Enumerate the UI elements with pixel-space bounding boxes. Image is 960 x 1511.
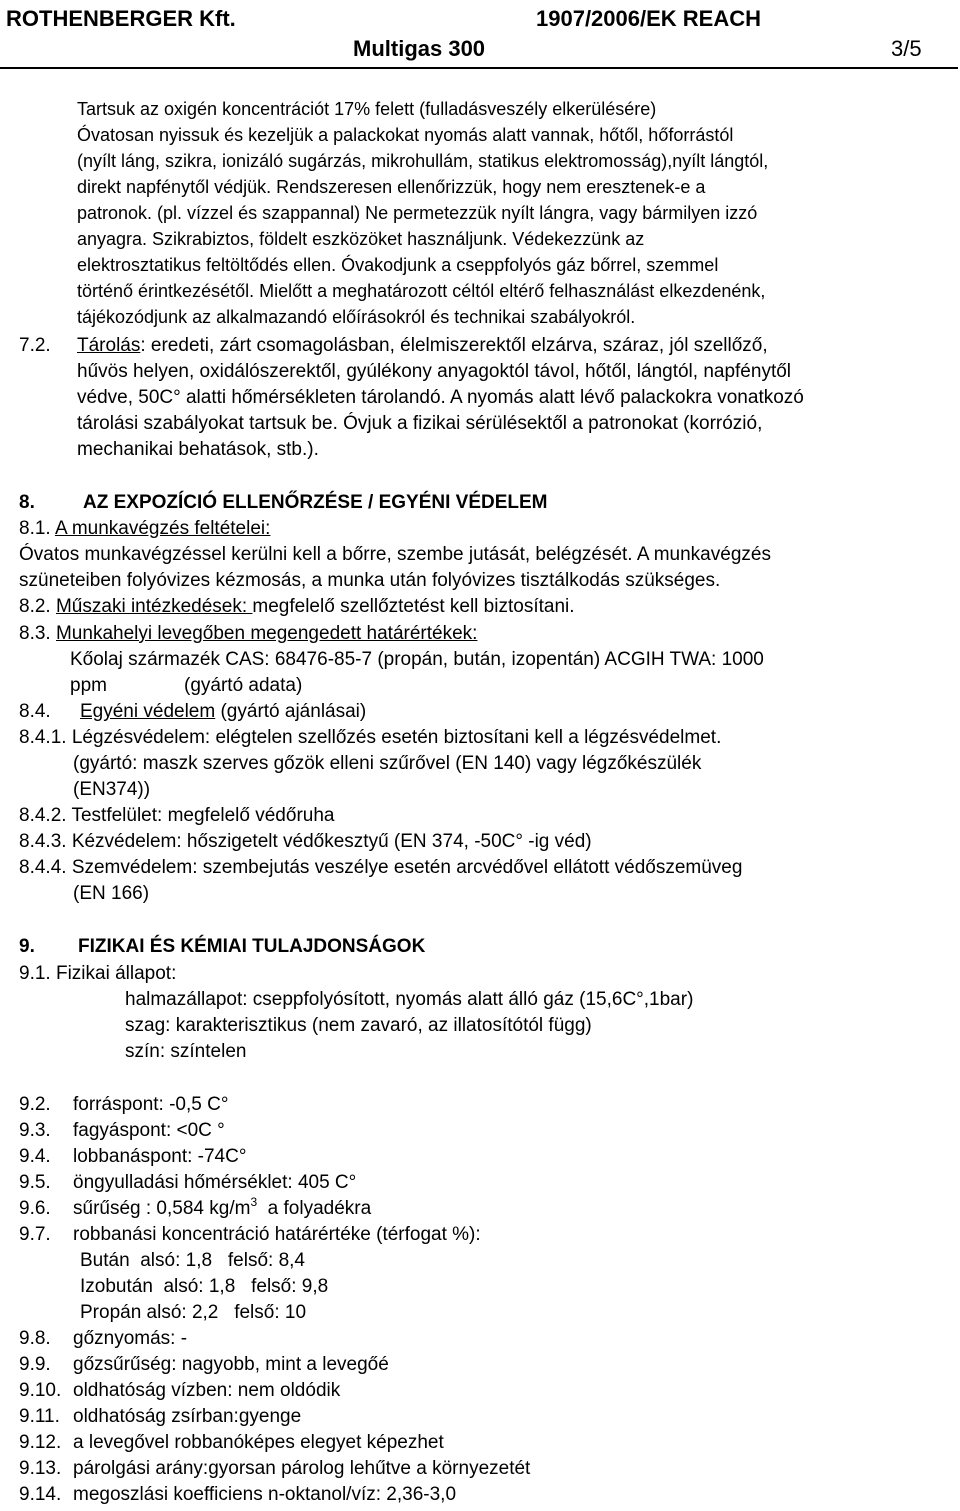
explosion-limits: robbanási koncentráció határértéke (térfogat %): bbox=[73, 1224, 481, 1245]
sec9-1-color: szín: színtelen bbox=[125, 1041, 247, 1062]
sec8-4-2-line: 8.4.2. Testfelület: megfelelő védőruha bbox=[19, 805, 335, 826]
sec9-1-state: halmazállapot: cseppfolyósított, nyomás alatt álló gáz (15,6C°,1bar) bbox=[125, 989, 694, 1010]
propane-limits: Propán alsó: 2,2 felső: 10 bbox=[80, 1302, 307, 1323]
density-note: a folyadékra bbox=[257, 1198, 372, 1219]
sec9-1-odor: szag: karakterisztikus (nem zavaró, az illatosítótól függ) bbox=[125, 1015, 592, 1036]
sec7-1-line: Óvatosan nyissuk és kezeljük a palackokat nyomás alatt vannak, hőtől, hőforrástól bbox=[77, 125, 734, 145]
section-8-number: 8. bbox=[19, 492, 35, 513]
sec7-2-line: mechanikai behatások, stb.). bbox=[77, 439, 319, 460]
sec9-8-number: 9.8. bbox=[19, 1328, 51, 1349]
page-number: 3/5 bbox=[891, 36, 922, 61]
density-value: sűrűség : 0,584 kg/m bbox=[73, 1198, 251, 1219]
sec9-6-number: 9.6. bbox=[19, 1198, 51, 1219]
sec8-4-1-text: (EN374)) bbox=[73, 779, 151, 800]
sec7-2-line bbox=[77, 333, 768, 359]
sec8-3-source: (gyártó adata) bbox=[184, 675, 303, 696]
sec9-7-number: 9.7. bbox=[19, 1224, 51, 1245]
sec9-12-number: 9.12. bbox=[19, 1432, 62, 1453]
sec8-3-line bbox=[19, 621, 477, 647]
sec9-9-number: 9.9. bbox=[19, 1354, 51, 1375]
sec9-2-number: 9.2. bbox=[19, 1094, 51, 1115]
sec8-4-number: 8.4. bbox=[19, 701, 51, 722]
sec8-4-label: Egyéni védelem bbox=[80, 701, 216, 722]
sec8-3-number: 8.3. bbox=[19, 623, 51, 644]
company-name: ROTHENBERGER Kft. bbox=[6, 6, 236, 31]
sec8-2-line bbox=[19, 594, 575, 620]
sec8-4-1-line: 8.4.1. Légzésvédelem: elégtelen szellőzés esetén biztosítani kell a légzésvédelmet. bbox=[19, 727, 722, 748]
sec9-3-number: 9.3. bbox=[19, 1120, 51, 1141]
isobutane-limits: Izobután alsó: 1,8 felső: 9,8 bbox=[80, 1276, 329, 1297]
butane-limits: Bután alsó: 1,8 felső: 8,4 bbox=[80, 1250, 305, 1271]
sec8-1-line bbox=[19, 516, 270, 542]
sec9-11-number: 9.11. bbox=[19, 1406, 60, 1427]
section-8-title: AZ EXPOZÍCIÓ ELLENŐRZÉSE / EGYÉNI VÉDELEM bbox=[83, 492, 548, 513]
sec8-4-text: (gyártó ajánlásai) bbox=[215, 701, 367, 722]
evaporation-rate: párolgási arány:gyorsan párolog lehűtve a környezetét bbox=[73, 1458, 531, 1479]
sec9-5-number: 9.5. bbox=[19, 1172, 51, 1193]
sec7-1-line: elektrosztatikus feltöltődés ellen. Óvakodjunk a cseppfolyós gáz bőrrel, szemmel bbox=[77, 255, 719, 275]
section-9-title: FIZIKAI ÉS KÉMIAI TULAJDONSÁGOK bbox=[78, 936, 426, 957]
density bbox=[73, 1196, 371, 1222]
sec9-10-number: 9.10. bbox=[19, 1380, 62, 1401]
page-header bbox=[0, 0, 958, 69]
sec8-1-text: szüneteiben folyóvizes kézmosás, a munka után folyóvizes tisztálkodás szükséges. bbox=[19, 570, 721, 591]
autoignition-temperature: öngyulladási hőmérséklet: 405 C° bbox=[73, 1172, 357, 1193]
sec7-2-line: védve, 50C° alatti hőmérsékleten tárolandó. A nyomás alatt lévő palackokra vonatkozó bbox=[77, 387, 804, 408]
sec8-1-label: A munkavégzés feltételei: bbox=[54, 518, 271, 539]
sec8-4-1-text: (gyártó: maszk szerves gőzök elleni szűrővel (EN 140) vagy légzőkészülék bbox=[73, 753, 702, 774]
sec8-4-line bbox=[80, 699, 366, 725]
product-name: Multigas 300 bbox=[353, 36, 486, 61]
water-solubility: oldhatóság vízben: nem oldódik bbox=[73, 1380, 341, 1401]
sec7-1-line: patronok. (pl. vízzel és szappannal) Ne permetezzük nyílt lángra, vagy bármilyen izzó bbox=[77, 203, 758, 223]
sec8-1-text: Óvatos munkavégzéssel kerülni kell a bőrre, szembe jutását, belégzését. A munkavégzés bbox=[19, 544, 771, 565]
sec7-1-line: történő érintkezésétől. Mielőtt a meghatározott céltól eltérő felhasználást elkezdenénk, bbox=[77, 281, 766, 301]
freezing-point: fagyáspont: <0C ° bbox=[73, 1120, 225, 1141]
fat-solubility: oldhatóság zsírban:gyenge bbox=[73, 1406, 302, 1427]
sec7-1-line: anyagra. Szikrabiztos, földelt eszközöket használjunk. Védekezzünk az bbox=[77, 229, 645, 249]
sec9-14-number: 9.14. bbox=[19, 1484, 62, 1505]
sec7-2-line: hűvös helyen, oxidálószerektől, gyúlékony anyagoktól távol, hőtől, lángtól, napfénytől bbox=[77, 361, 792, 382]
vapor-pressure: gőznyomás: - bbox=[73, 1328, 188, 1349]
sec8-2-label: Műszaki intézkedések: bbox=[55, 596, 253, 617]
explosive-mixture: a levegővel robbanóképes elegyet képezhet bbox=[73, 1432, 444, 1453]
sec7-1-line: direkt napfénytől védjük. Rendszeresen ellenőrizzük, hogy nem eresztenek-e a bbox=[77, 177, 706, 197]
regulation-reference: 1907/2006/EK REACH bbox=[536, 6, 762, 31]
sec8-1-number: 8.1. bbox=[19, 518, 51, 539]
sec8-4-4-line: 8.4.4. Szemvédelem: szembejutás veszélye esetén arcvédővel ellátott védőszemüveg bbox=[19, 857, 743, 878]
sec8-4-4-text: (EN 166) bbox=[73, 883, 150, 904]
sec8-4-3-line: 8.4.3. Kézvédelem: hőszigetelt védőkesztyű (EN 374, -50C° -ig véd) bbox=[19, 831, 592, 852]
sec9-13-number: 9.13. bbox=[19, 1458, 62, 1479]
storage-text: : eredeti, zárt csomagolásban, élelmiszerektől elzárva, száraz, jól szellőző, bbox=[140, 335, 768, 356]
sec7-2-number: 7.2. bbox=[19, 335, 51, 356]
density-exponent: 3 bbox=[250, 1195, 258, 1209]
sec7-1-line: (nyílt láng, szikra, ionizáló sugárzás, mikrohullám, statikus elektromosság),nyílt lángtól, bbox=[77, 151, 769, 171]
section-9-number: 9. bbox=[19, 936, 35, 957]
sec8-3-label: Munkahelyi levegőben megengedett határértékek: bbox=[55, 623, 478, 644]
partition-coefficient: megoszlási koefficiens n-oktanol/víz: 2,36-3,0 bbox=[73, 1484, 457, 1505]
vapor-density: gőzsűrűség: nagyobb, mint a levegőé bbox=[73, 1354, 389, 1375]
sec9-1-line: 9.1. Fizikai állapot: bbox=[19, 963, 177, 984]
sec7-1-line: tájékozódjunk az alkalmazandó előírásokról és technikai szabályokról. bbox=[77, 307, 636, 327]
storage-label: Tárolás bbox=[77, 335, 141, 356]
sec8-2-number: 8.2. bbox=[19, 596, 51, 617]
sec7-1-line: Tartsuk az oxigén koncentrációt 17% felett (fulladásveszély elkerülésére) bbox=[77, 99, 657, 119]
sec7-2-line: tárolási szabályokat tartsuk be. Óvjuk a fizikai sérülésektől a patronokat (korrózió, bbox=[77, 413, 763, 434]
boiling-point: forráspont: -0,5 C° bbox=[73, 1094, 229, 1115]
sec8-3-unit: ppm bbox=[70, 675, 107, 696]
sec8-2-text: megfelelő szellőztetést kell biztosítani. bbox=[252, 596, 575, 617]
sec9-4-number: 9.4. bbox=[19, 1146, 51, 1167]
flash-point: lobbanáspont: -74C° bbox=[73, 1146, 247, 1167]
sec8-3-text: Kőolaj származék CAS: 68476-85-7 (propán, bután, izopentán) ACGIH TWA: 1000 bbox=[70, 649, 764, 670]
